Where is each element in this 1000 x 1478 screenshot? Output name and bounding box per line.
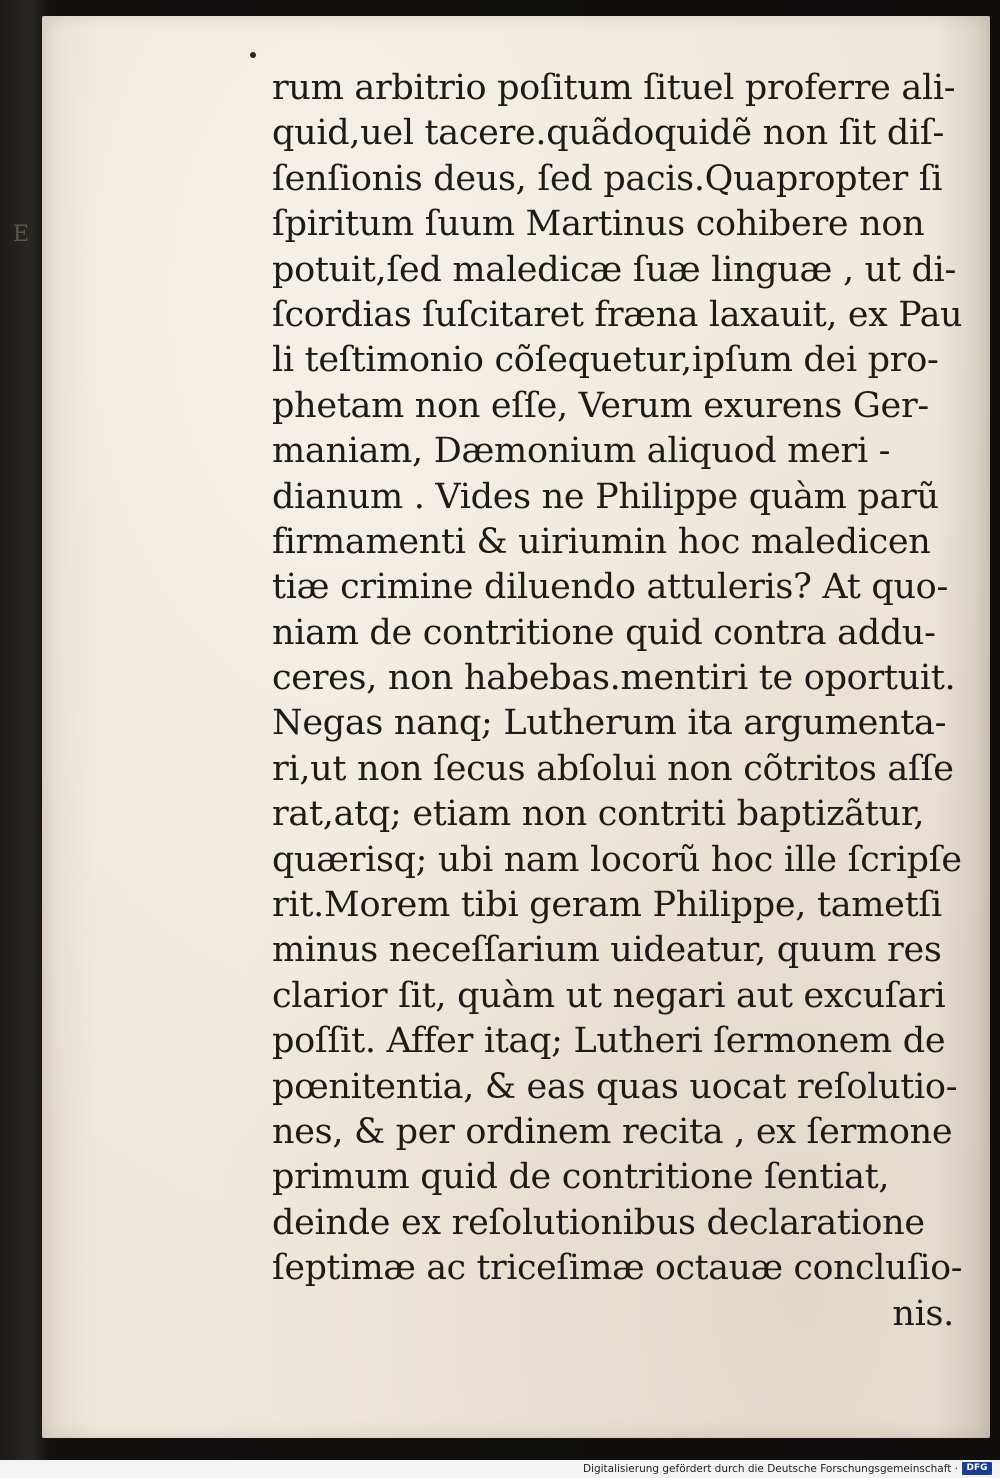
- text-line: ſcordias ſuſcitaret fræna laxauit, ex Pau: [272, 294, 963, 335]
- text-line: quid,uel tacere.quãdoquidẽ non ſit diſ-: [272, 113, 945, 154]
- dfg-logo[interactable]: DFG: [962, 1462, 992, 1475]
- text-line: Negas nanq; Lutherum ita argumenta-: [272, 703, 947, 744]
- text-line: ſenſionis deus, ſed pacis.Quapropter ſi: [272, 158, 943, 199]
- text-line: dianum . Vides ne Philippe quàm parũ: [272, 476, 939, 517]
- text-line: rat,atq; etiam non contriti baptizãtur,: [272, 794, 925, 835]
- footer-credit: Digitalisierung gefördert durch die Deutsche Forschungsgemeinschaft ·: [582, 1463, 958, 1475]
- text-line: ri,ut non ſecus abſolui non cõtritos aſſe: [272, 748, 954, 789]
- catchword-line: nis.: [892, 1293, 954, 1334]
- footer-bar: [0, 1460, 1000, 1478]
- text-line: ceres, non habebas.mentiri te oportuit.: [272, 658, 956, 699]
- text-line: rit.Morem tibi geram Philippe, tametſi: [272, 885, 942, 926]
- text-line: phetam non eſſe, Verum exurens Ger-: [272, 385, 929, 426]
- text-line: minus neceſſarium uideatur, quum res: [272, 930, 942, 971]
- text-line: pœnitentia, & eas quas uocat reſolutio-: [272, 1066, 958, 1107]
- text-block: [272, 66, 962, 1337]
- text-line: clarior ſit, quàm ut negari aut excuſari: [272, 975, 946, 1016]
- text-line: niam de contritione quid contra addu-: [272, 612, 936, 653]
- text-line: maniam, Dæmonium aliquod meri -: [272, 431, 891, 472]
- text-line: tiæ crimine diluendo attuleris? At quo-: [272, 567, 948, 608]
- text-line: nes, & per ordinem recita , ex ſermone: [272, 1111, 953, 1152]
- text-line: poſſit. Affer itaq; Lutheri ſermonem de: [272, 1021, 946, 1062]
- text-line: firmamenti & uiriumin hoc maledicen: [272, 521, 931, 562]
- ink-dot: [250, 52, 256, 58]
- page-edge-mark: E: [12, 222, 30, 247]
- text-line: potuit,ſed maledicæ ſuæ linguæ , ut di-: [272, 249, 956, 290]
- text-line: li teſtimonio cõſequetur,ipſum dei pro-: [272, 340, 939, 381]
- text-line: primum quid de contritione ſentiat,: [272, 1157, 890, 1198]
- text-line: quærisq; ubi nam locorũ hoc ille ſcripſe: [272, 839, 962, 880]
- text-line: ſpiritum ſuum Martinus cohibere non: [272, 204, 925, 245]
- text-line: rum arbitrio poſitum ſituel proferre ali-: [272, 68, 956, 108]
- text-line: deinde ex reſolutionibus declaratione: [272, 1202, 925, 1243]
- text-line: ſeptimæ ac triceſimæ octauæ concluſio-: [272, 1248, 963, 1289]
